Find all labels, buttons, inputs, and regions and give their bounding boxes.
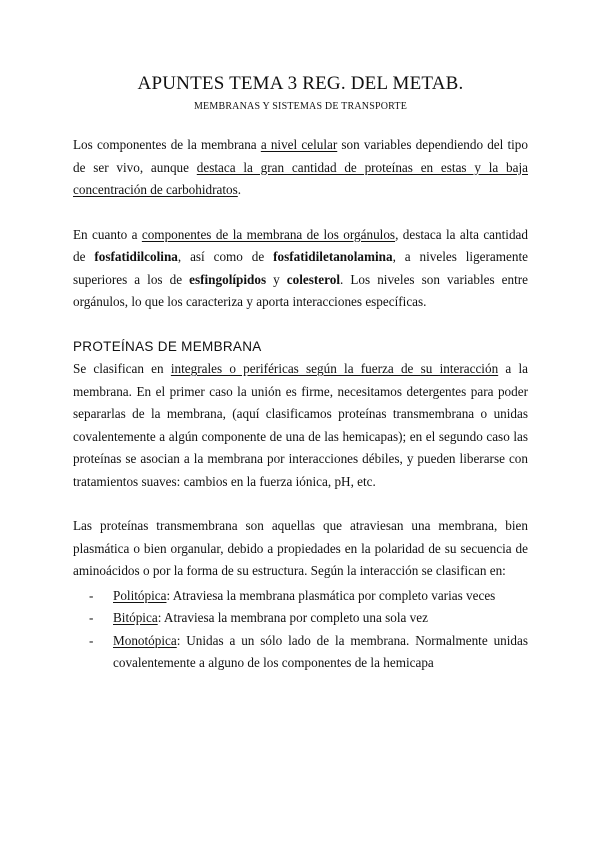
list-description: : Atraviesa la membrana por completo una sola vez — [157, 610, 428, 625]
paragraph-cell-membrane — [73, 134, 528, 202]
paragraph-organelle-membrane — [73, 224, 528, 314]
bold-term: colesterol — [286, 271, 341, 287]
list-item — [89, 630, 528, 675]
text-run: y — [266, 271, 287, 287]
list-item — [89, 585, 528, 608]
text-run: , a niveles ligeramente superiores a los de — [73, 249, 528, 287]
text-run: . — [237, 182, 242, 197]
text-run: son variables dependiendo del tipo de ser vivo, aunque — [73, 137, 528, 175]
section-heading: PROTEÍNAS DE MEMBRANA — [73, 338, 262, 354]
text-run: , destaca la alta cantidad de — [73, 226, 528, 264]
list-term: Politópica — [113, 587, 167, 603]
bold-term: fosfatidilcolina — [94, 249, 178, 264]
document-page — [73, 72, 528, 675]
text-run: Los componentes de la membrana — [73, 137, 261, 152]
text-run: En cuanto a — [73, 226, 142, 242]
bullet-dash: - — [89, 587, 94, 603]
bullet-dash: - — [89, 632, 94, 648]
underlined-phrase: destaca la gran cantidad de proteínas en estas y la baja concentración de carbohidratos — [73, 159, 528, 197]
list-term: Bitópica — [113, 610, 158, 625]
bullet-dash: - — [89, 610, 94, 625]
underlined-phrase: integrales o periféricas según la fuerza de su interacción — [170, 361, 499, 376]
list-term: Monotópica — [113, 632, 177, 648]
text-run: , así como de — [177, 249, 274, 264]
list-description: : Atraviesa la membrana plasmática por completo varias veces — [166, 587, 496, 603]
bold-term: fosfatidiletanolamina — [273, 249, 393, 264]
protein-types-list — [73, 585, 528, 675]
bold-term: esfingolípidos — [189, 271, 267, 287]
paragraph-protein-classification — [73, 358, 528, 493]
list-description: : Unidas a un sólo lado de la membrana. Normalmente unidas covalentemente a alguno de los componentes de la hemicapa — [113, 632, 528, 670]
list-item — [89, 607, 528, 630]
document-title: APUNTES TEMA 3 REG. DEL METAB. — [137, 73, 464, 94]
underlined-phrase: componentes de la membrana de los orgánulos — [141, 226, 396, 242]
text-run: a la membrana. En el primer caso la unión es firme, necesitamos detergentes para poder separarlas de la membrana, (aquí clasificamos proteínas transmembrana o unidas covalentemente a algún componente de una de las hemicapas); en el segundo caso las proteínas se asocian a la membrana por interacciones débiles, y pueden liberarse con tratamientos suaves: cambios en la fuerza iónica, pH, etc. — [73, 361, 529, 489]
text-run: Se clasifican en — [73, 361, 171, 376]
underlined-phrase: a nivel celular — [260, 137, 338, 152]
document-subtitle: MEMBRANAS Y SISTEMAS DE TRANSPORTE — [193, 101, 408, 112]
paragraph-transmembrane: Las proteínas transmembrana son aquellas que atraviesan una membrana, bien plasmática o bien organular, debido a propiedades en la polaridad de su secuencia de aminoácidos o por la forma de su estructura. Según la interacción se clasifican en: — [73, 518, 528, 578]
text-run: . Los niveles son variables entre orgánulos, lo que los caracteriza y aporta interacciones específicas. — [73, 271, 529, 309]
